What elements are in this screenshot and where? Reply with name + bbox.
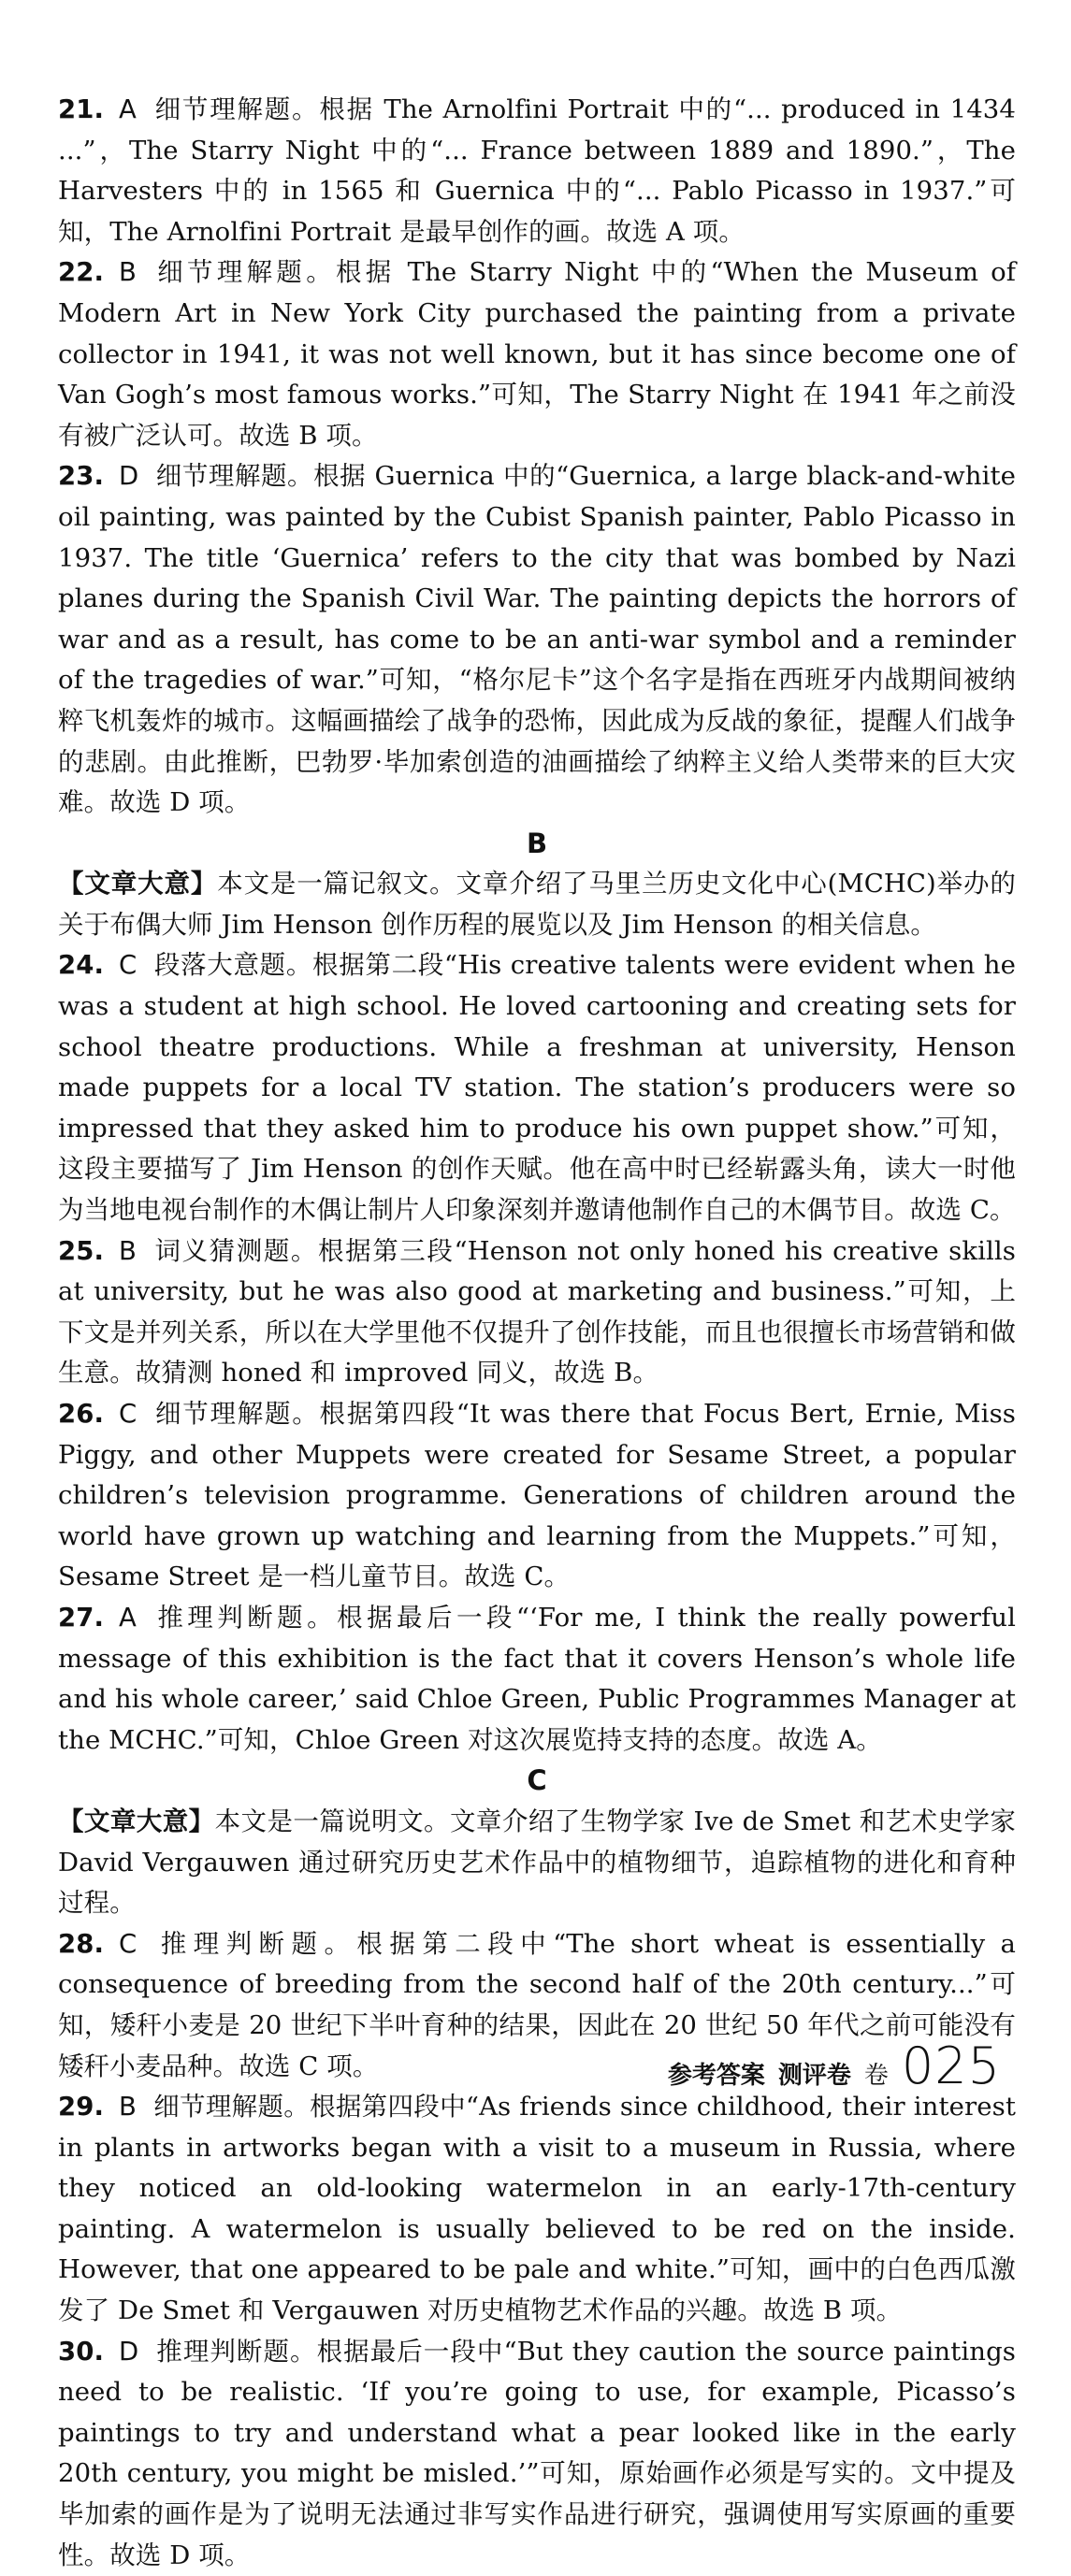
question-number: 24. [58, 950, 105, 981]
page-number: 025 [901, 2036, 1001, 2095]
answer-item-23 [58, 456, 1016, 823]
footer-book: 测评卷 [777, 2062, 851, 2090]
answer-letter: B [119, 2092, 137, 2123]
question-number: 21. [58, 94, 105, 124]
page-footer [668, 2036, 1001, 2095]
answer-item-22 [58, 252, 1016, 456]
answer-letter: B [119, 257, 137, 288]
answer-letter: C [119, 1399, 137, 1429]
explanation-text: 词义猜测题。根据第三段“Henson not only honed his creative skills at university, but he was also good at marketing and business.”可知，上下文是并列关系，所以在大学里他不仅提升了创作技能，而且也很擅长市场营销和做生意。故猜测 honed 和 improved 同义，故选 B。 [58, 1235, 1016, 1389]
answer-page [58, 90, 1016, 2576]
explanation-text: 细节理解题。根据 The Starry Night 中的“When the Museum of Modern Art in New York City purchased the painting from a private collector in 1941, it was not well known, but it has since become one of Van Gogh’s most famous works.”可知，The Starry Night 在 1941 年之前没有被广泛认可。故选 B 项。 [58, 257, 1016, 451]
explanation-text: 细节理解题。根据 The Arnolfini Portrait 中的“... produced in 1434 ...”，The Starry Night 中的“... France between 1889 and 1890.”，The Harvesters 中的 in 1565 和 Guernica 中的“... Pablo Picasso in 1937.”可知，The Arnolfini Portrait 是最早创作的画。故选 A 项。 [58, 94, 1016, 247]
question-number: 26. [58, 1399, 105, 1429]
explanation-text: 细节理解题。根据第四段中“As friends since childhood, their interest in plants in artworks began with a visit to a museum in Russia, where they noticed an old-looking watermelon in an early-17th-century painting. A watermelon is usually believed to be red on the inside. However, that one appeared to be pale and white.”可知，画中的白色西瓜激发了 De Smet 和 Vergauwen 对历史植物艺术作品的兴趣。故选 B 项。 [58, 2092, 1016, 2326]
answer-letter: C [119, 1928, 137, 1959]
footer-label: 参考答案 [667, 2062, 765, 2090]
footer-volume: 卷 [863, 2062, 889, 2090]
answer-letter: A [119, 94, 137, 124]
explanation-text: 推理判断题。根据最后一段中“But they caution the source paintings need to be realistic. ‘If you’re going to use, for example, Picasso’s paintings to try and understand what a pear looked like in the early 20th century, you might be misled.’”可知，原始画作必须是写实的。文中提及毕加索的画作是为了说明无法通过非写实作品进行研究，强调使用写实原画的重要性。故选 D 项。 [58, 2336, 1016, 2570]
answer-item-27 [58, 1598, 1016, 1761]
section-heading-c: C [527, 1764, 547, 1797]
section-heading-b: B [526, 827, 548, 859]
answer-item-21 [58, 90, 1016, 252]
answer-letter: B [119, 1235, 137, 1266]
question-number: 29. [58, 2092, 105, 2123]
answer-letter: D [119, 461, 139, 492]
answer-letter: C [119, 950, 137, 981]
explanation-text: 段落大意题。根据第二段“His creative talents were evident when he was a student at high school. He loved cartooning and creating sets for school theatre productions. While a freshman at university, Henson made puppets for a local TV station. The station’s producers were so impressed that they asked him to produce his own puppet show.”可知，这段主要描写了 Jim Henson 的创作天赋。他在高中时已经崭露头角，读大一时他为当地电视台制作的木偶让制片人印象深刻并邀请他制作自己的木偶节目。故选 C。 [58, 950, 1016, 1226]
question-number: 30. [58, 2336, 105, 2367]
answer-item-30 [58, 2332, 1016, 2576]
summary-b [58, 864, 1016, 945]
answer-item-29 [58, 2087, 1016, 2332]
explanation-text: 推理判断题。根据最后一段“‘For me, I think the really powerful message of this exhibition is the fact that it covers Henson’s whole life and his whole career,’ said Chloe Green, Public Programmes Manager at the MCHC.”可知，Chloe Green 对这次展览持支持的态度。故选 A。 [58, 1602, 1016, 1755]
question-number: 22. [58, 257, 105, 288]
question-number: 28. [58, 1928, 105, 1959]
summary-label: 【文章大意】 [58, 1806, 215, 1836]
explanation-text: 细节理解题。根据第四段“It was there that Focus Bert, Ernie, Miss Piggy, and other Muppets were created for Sesame Street, a popular children’s television programme. Generations of children around the world have grown up watching and learning from the Muppets.”可知，Sesame Street 是一档儿童节目。故选 C。 [58, 1399, 1016, 1592]
summary-text: 本文是一篇记叙文。文章介绍了马里兰历史文化中心(MCHC)举办的关于布偶大师 Jim Henson 创作历程的展览以及 Jim Henson 的相关信息。 [58, 869, 1016, 940]
question-number: 23. [58, 461, 105, 492]
summary-text: 本文是一篇说明文。文章介绍了生物学家 Ive de Smet 和艺术史学家 David Vergauwen 通过研究历史艺术作品中的植物细节，追踪植物的进化和育种过程。 [58, 1806, 1016, 1919]
answer-item-24 [58, 945, 1016, 1230]
summary-c [58, 1802, 1016, 1924]
summary-label: 【文章大意】 [58, 869, 218, 899]
answer-letter: D [119, 2336, 139, 2367]
answer-letter: A [119, 1602, 137, 1633]
explanation-text: 推理判断题。根据第二段中“The short wheat is essentially a consequence of breeding from the second half of the 20th century...”可知，矮秆小麦是 20 世纪下半叶育种的结果，因此在 20 世纪 50 年代之前可能没有矮秆小麦品种。故选 C 项。 [58, 1928, 1016, 2081]
answer-item-25 [58, 1231, 1016, 1394]
question-number: 25. [58, 1235, 105, 1266]
explanation-text: 细节理解题。根据 Guernica 中的“Guernica, a large black-and-white oil painting, was painted by the Cubist Spanish painter, Pablo Picasso in 1937. The title ‘Guernica’ refers to the city that was bombed by Nazi planes during the Spanish Civil War. The painting depicts the horrors of war and as a result, has come to be an anti-war symbol and a reminder of the tragedies of war.”可知，“格尔尼卡”这个名字是指在西班牙内战期间被纳粹飞机轰炸的城市。这幅画描绘了战争的恐怖，因此成为反战的象征，提醒人们战争的悲剧。由此推断，巴勃罗·毕加索创造的油画描绘了纳粹主义给人类带来的巨大灾难。故选 D 项。 [58, 461, 1016, 818]
question-number: 27. [58, 1602, 105, 1633]
answer-item-26 [58, 1394, 1016, 1598]
